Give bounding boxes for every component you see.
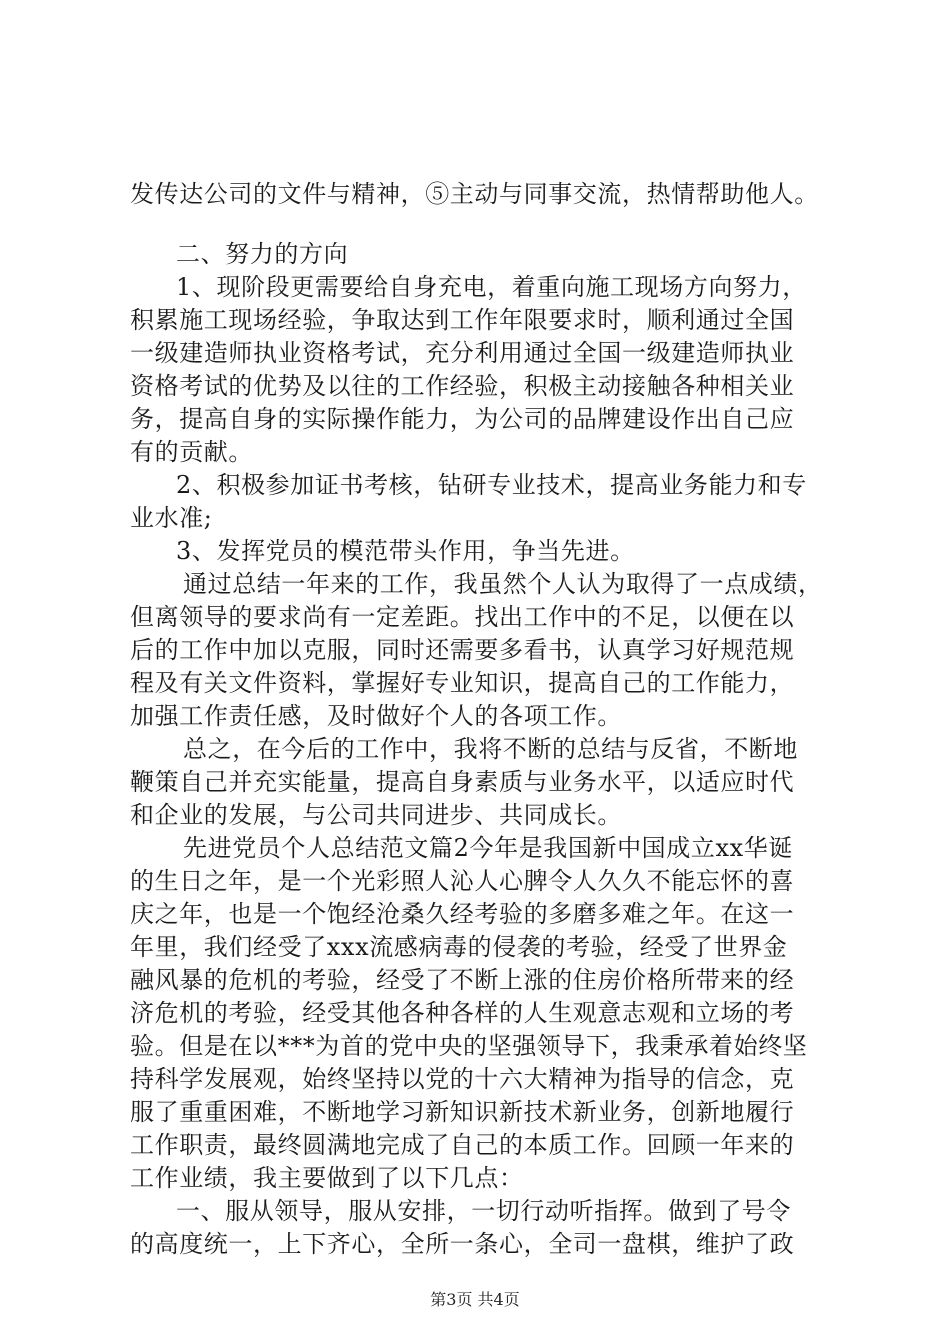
text-line: 验。但是在以***为首的党中央的坚强领导下，我秉承着始终坚 [130,1032,808,1060]
text-line: 的高度统一，上下齐心，全所一条心，全司一盘棋，维护了政 [130,1230,795,1258]
section-heading: 二、努力的方向 [176,240,349,268]
text-line: 济危机的考验，经受其他各种各样的人生观意志观和立场的考 [130,999,795,1027]
text-line: 持科学发展观，始终坚持以党的十六大精神为指导的信念，克 [130,1065,795,1093]
text-line: 鞭策自己并充实能量，提高自身素质与业务水平，以适应时代 [130,768,795,796]
text-line: 业水准; [130,504,213,532]
text-line: 通过总结一年来的工作，我虽然个人认为取得了一点成绩， [183,570,823,598]
text-line: 2、积极参加证书考核，钻研专业技术，提高业务能力和专 [176,471,807,499]
text-line: 年里，我们经受了xxx流感病毒的侵袭的考验，经受了世界金 [130,933,788,961]
text-line: 先进党员个人总结范文篇2今年是我国新中国成立xx华诞 [183,834,793,862]
text-line: 但离领导的要求尚有一定差距。找出工作中的不足，以便在以 [130,603,795,631]
text-line: 的生日之年，是一个光彩照人沁人心脾令人久久不能忘怀的喜 [130,867,795,895]
text-line: 庆之年，也是一个饱经沧桑久经考验的多磨多难之年。在这一 [130,900,795,928]
text-line: 有的贡献。 [130,438,253,466]
text-line: 总之，在今后的工作中，我将不断的总结与反省，不断地 [183,735,798,763]
text-line: 工作业绩，我主要做到了以下几点： [130,1164,524,1192]
text-line: 积累施工现场经验，争取达到工作年限要求时，顺利通过全国 [130,306,795,334]
text-line: 服了重重困难，不断地学习新知识新技术新业务，创新地履行 [130,1098,795,1126]
text-line: 和企业的发展，与公司共同进步、共同成长。 [130,801,622,829]
text-line: 3、发挥党员的模范带头作用，争当先进。 [176,537,635,565]
text-line: 加强工作责任感，及时做好个人的各项工作。 [130,702,622,730]
text-line: 融风暴的危机的考验，经受了不断上涨的住房价格所带来的经 [130,966,795,994]
text-line: 1、现阶段更需要给自身充电，着重向施工现场方向努力， [176,273,807,301]
text-line: 发传达公司的文件与精神，⑤主动与同事交流，热情帮助他人。 [130,180,819,208]
text-line: 程及有关文件资料，掌握好专业知识，提高自己的工作能力， [130,669,795,697]
text-line: 一、服从领导，服从安排，一切行动听指挥。做到了号令 [176,1197,791,1225]
text-line: 一级建造师执业资格考试，充分利用通过全国一级建造师执业 [130,339,795,367]
text-line: 后的工作中加以克服，同时还需要多看书，认真学习好规范规 [130,636,795,664]
text-line: 工作职责，最终圆满地完成了自己的本质工作。回顾一年来的 [130,1131,795,1159]
page-number-footer: 第3页 共4页 [430,1290,520,1309]
text-line: 资格考试的优势及以往的工作经验，积极主动接触各种相关业 [130,372,795,400]
text-line: 务，提高自身的实际操作能力，为公司的品牌建设作出自己应 [130,405,795,433]
